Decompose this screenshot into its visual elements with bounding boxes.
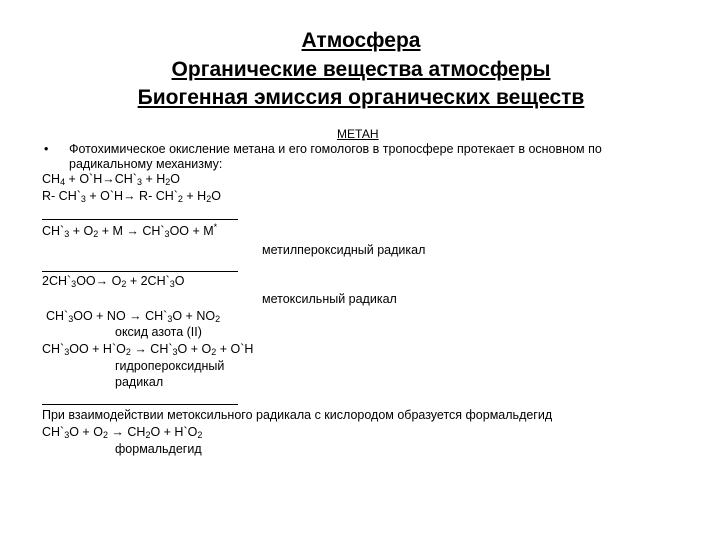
r5-a-sub: 3 — [68, 314, 74, 324]
r3-a-sub: 3 — [64, 229, 70, 239]
paragraph-line-2: радикальному механизму: — [69, 157, 223, 171]
r3-b: + O — [69, 224, 94, 238]
r1-c-sub: 2 — [165, 177, 171, 187]
r2-b: + O`H→ R- CH` — [85, 189, 178, 203]
r5-b: OO + NO → CH` — [73, 309, 168, 323]
r1-d: O — [170, 172, 180, 186]
r4-c-sub: 3 — [169, 279, 175, 289]
r7-d-sub: 2 — [197, 430, 203, 440]
label-methylperoxy-radical: метилпероксидный радикал — [262, 243, 426, 257]
r7-b-sub: 2 — [102, 430, 108, 440]
label-hydroperoxy-line-2: радикал — [115, 375, 164, 389]
r2-a-sub: 3 — [80, 194, 86, 204]
label-nitric-oxide: оксид азота (II) — [115, 325, 202, 339]
r7-a-sub: 3 — [64, 430, 70, 440]
r6-d-sub: 2 — [211, 347, 217, 357]
paragraph-line-1: Фотохимическое окисление метана и его гомологов в тропосфере протекает в основном по — [69, 142, 602, 156]
title-atmosphere: Атмосфера — [301, 29, 421, 52]
title-biogenic-emission: Биогенная эмиссия органических веществ — [137, 86, 585, 109]
r2-b-sub: 2 — [177, 194, 183, 204]
r5-c: O + NO — [172, 309, 216, 323]
r7-a: CH` — [42, 425, 65, 439]
r1-b-sub: 3 — [136, 177, 142, 187]
r5-c-sub: 2 — [215, 314, 221, 324]
r3-d-sup: * — [213, 222, 218, 232]
r1-a-sub: 4 — [60, 177, 66, 187]
r2-c: + H — [182, 189, 207, 203]
label-hydroperoxy-line-1: гидропероксидный — [115, 359, 225, 373]
label-formaldehyde: формальдегид — [115, 442, 202, 456]
reaction-methoxyl-oxygen — [42, 425, 202, 440]
r4-a: 2CH` — [42, 274, 72, 288]
reaction-methane-hydroxyl — [42, 172, 180, 187]
r4-c: + 2CH` — [126, 274, 170, 288]
r1-b: + O`H→CH` — [65, 172, 137, 186]
divider-3 — [42, 404, 238, 405]
r7-c: → CH — [107, 425, 146, 439]
r6-b-sub: 2 — [125, 347, 131, 357]
reaction-peroxy-recombination — [42, 274, 185, 289]
r5-b-sub: 3 — [167, 314, 173, 324]
label-methoxyl-radical: метоксильный радикал — [262, 292, 397, 306]
r3-b-sub: 2 — [93, 229, 99, 239]
r1-c: + H — [141, 172, 166, 186]
r6-b: OO + H`O — [69, 342, 126, 356]
r4-a-sub: 3 — [71, 279, 77, 289]
divider-2 — [42, 271, 238, 272]
r2-c-sub: 2 — [206, 194, 212, 204]
r6-a-sub: 3 — [64, 347, 70, 357]
r3-c-sub: 3 — [164, 229, 170, 239]
r2-a: R- CH` — [42, 189, 81, 203]
r4-d: O — [174, 274, 185, 288]
reaction-methyl-oxygen — [42, 224, 217, 239]
r3-a: CH` — [42, 224, 65, 238]
section-heading-methane: МЕТАН — [337, 127, 379, 141]
r6-c: → CH` — [130, 342, 173, 356]
r6-d: O + O — [177, 342, 212, 356]
r3-c: + M → CH` — [98, 224, 165, 238]
r4-b: OO→ O — [76, 274, 122, 288]
r6-c-sub: 3 — [172, 347, 178, 357]
r4-b-sub: 2 — [121, 279, 127, 289]
title-organic-substances: Органические вещества атмосферы — [171, 58, 551, 81]
r2-d: O — [211, 189, 221, 203]
bullet-marker: • — [44, 142, 49, 156]
reaction-homolog-hydroxyl — [42, 189, 221, 204]
r1-a: CH — [42, 172, 61, 186]
reaction-peroxy-hydroperoxy — [42, 342, 253, 357]
r3-d: OO + M — [169, 224, 214, 238]
divider-1 — [42, 219, 238, 220]
r7-b: O + O — [69, 425, 103, 439]
r5-a: CH` — [46, 309, 69, 323]
r6-a: CH` — [42, 342, 65, 356]
reaction-peroxy-no — [46, 309, 220, 324]
note-formaldehyde-formation: При взаимодействии метоксильного радикала с кислородом образуется формальдегид — [42, 408, 553, 422]
r7-c-sub: 2 — [145, 430, 151, 440]
r7-d: O + H`O — [150, 425, 198, 439]
r6-e: + O`H — [216, 342, 254, 356]
